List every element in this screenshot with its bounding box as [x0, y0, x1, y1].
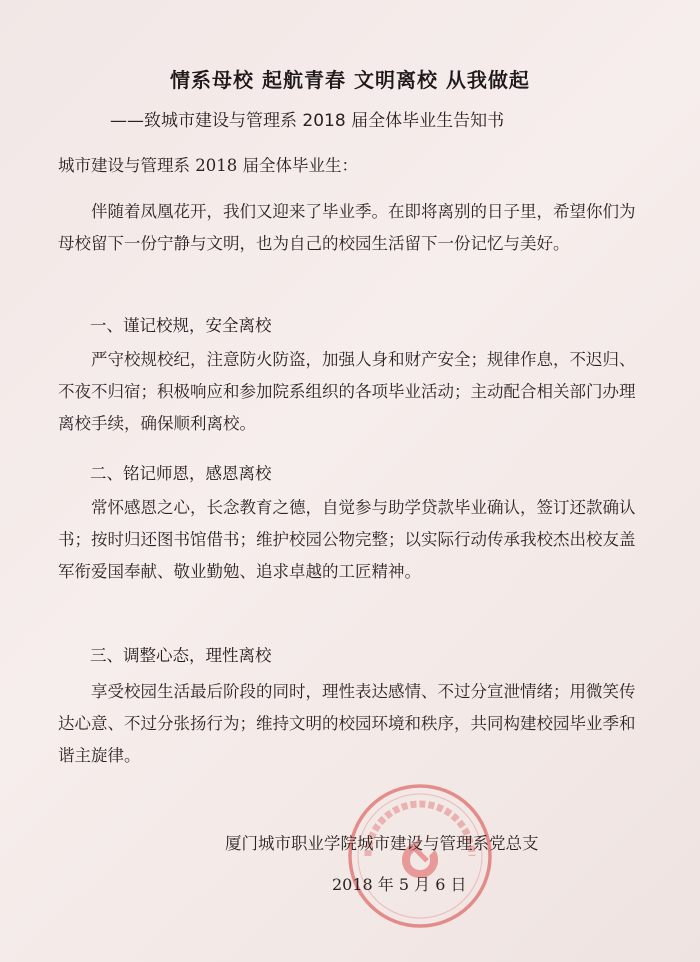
section-text-3: 享受校园生活最后阶段的同时，理性表达感情、不过分宣泄情绪；用微笑传达心意、不过分张扬行为；维持文明的校园环境和秩序，共同构建校园毕业季和谐主旋律。 — [58, 682, 636, 765]
section-heading-2: 二、铭记师恩，感恩离校 — [90, 464, 272, 483]
intro-paragraph: 伴随着凤凰花开，我们又迎来了毕业季。在即将离别的日子里，希望你们为母校留下一份宁静与文明，也为自己的校园生活留下一份记忆与美好。 — [58, 202, 636, 253]
section-text-2: 常怀感恩之心，长念教育之德，自觉参与助学贷款毕业确认，签订还款确认书；按时归还图书馆借书；维护校园公物完整；以实际行动传承我校杰出校友盖军衔爱国奉献、敬业勤勉、追求卓越的工匠精神。 — [58, 498, 636, 581]
document-subtitle: ——致城市建设与管理系 2018 届全体毕业生告知书 — [110, 111, 505, 131]
greeting-line: 城市建设与管理系 2018 届全体毕业生： — [58, 156, 358, 175]
official-seal-stamp — [346, 782, 494, 930]
section-heading-3: 三、调整心态，理性离校 — [90, 646, 272, 665]
document-title: 情系母校 起航青春 文明离校 从我做起 — [170, 68, 530, 92]
signature-organization: 厦门城市职业学院城市建设与管理系党总支 — [225, 834, 539, 853]
signature-date: 2018 年 5 月 6 日 — [332, 875, 467, 894]
section-text-1: 严守校规校纪，注意防火防盗，加强人身和财产安全；规律作息，不迟归、不夜不归宿；积极响应和参加院系组织的各项毕业活动；主动配合相关部门办理离校手续，确保顺利离校。 — [58, 350, 636, 433]
section-heading-1: 一、谨记校规，安全离校 — [90, 316, 272, 335]
